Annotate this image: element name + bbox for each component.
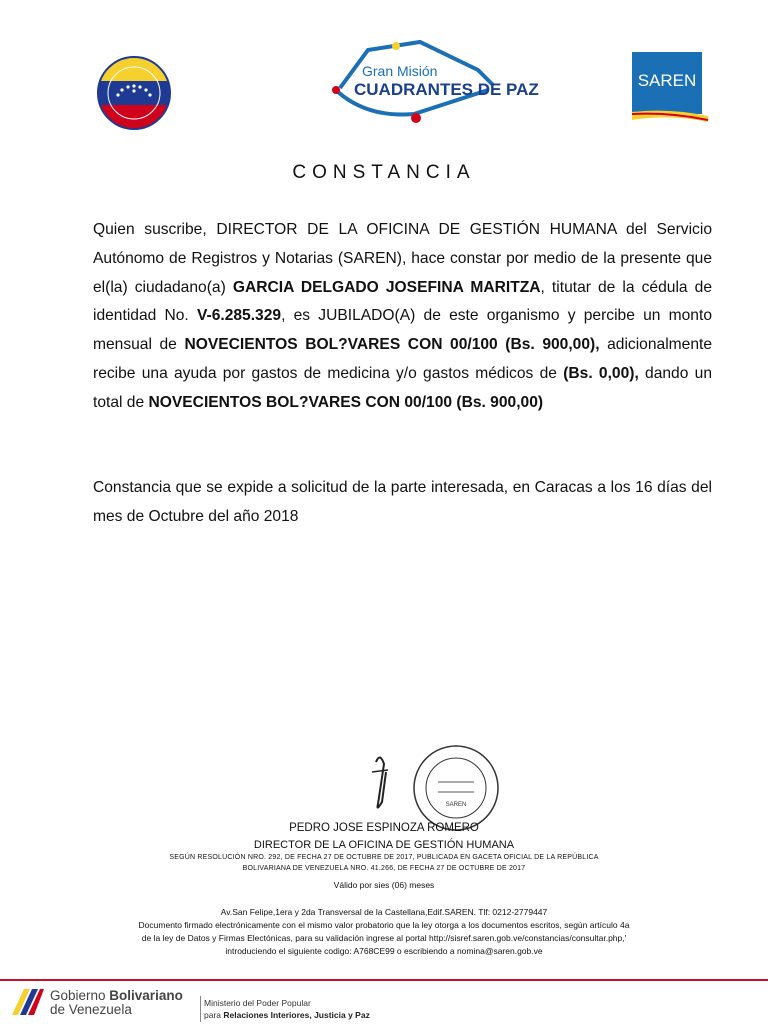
footer-separator: [200, 996, 201, 1022]
body-text: adicionalmente recibe una ayuda por gastos de medicina y/o gastos médicos de: [93, 336, 713, 382]
resolution-line: SEGÚN RESOLUCIÓN NRO. 292, DE FECHA 27 DE OCTUBRE DE 2017, PUBLICADA EN GACETA OFICIAL DE LA REPÚBLICA: [169, 854, 599, 861]
gob-text: Gobierno: [50, 988, 110, 1003]
monthly-amount: NOVECIENTOS BOL?VARES CON 00/100 (Bs. 900,00),: [184, 336, 600, 354]
body-text: Quien suscribe, DIRECTOR DE LA OFICINA DE GESTIÓN HUMANA del Servicio Autónomo de Registros y Notarias (SAREN), hace constar por medio de la presente que el(la) ciudadano(a): [93, 221, 712, 296]
ministry-line-bold: Relaciones Interiores, Justicia y Paz: [223, 1010, 370, 1020]
footer-divider: [0, 979, 768, 981]
ministry-name: [204, 997, 370, 1021]
body-text: , titutar de la cédula de identidad No.: [93, 278, 712, 325]
legal-note: Documento firmado electrónicamente con el mismo valor probatorio que la ley otorga a los documentos escritos, según artículo 4a: [138, 920, 630, 930]
address-line: Av.San Felipe,1era y 2da Transversal de la Castellana,Edif.SAREN. Tlf: 0212-2779447: [220, 907, 548, 917]
document-title: CONSTANCIA: [292, 162, 476, 183]
ministry-line: Ministerio del Poder Popular: [204, 998, 311, 1008]
svg-text:SAREN: SAREN: [637, 71, 697, 90]
body-text: dando un total de: [93, 364, 712, 411]
total-amount: NOVECIENTOS BOL?VARES CON 00/100 (Bs. 900,00): [148, 393, 544, 411]
gran-mision-cuadrantes-logo: [328, 40, 539, 126]
aid-amount: (Bs. 0,00),: [563, 364, 639, 382]
signer-role: DIRECTOR DE LA OFICINA DE GESTIÓN HUMANA: [253, 839, 515, 851]
gob-text: de Venezuela: [50, 1002, 132, 1017]
certificate-body: [93, 216, 712, 418]
svg-text:Gran Misión: Gran Misión: [362, 63, 438, 79]
ministry-line: para: [204, 1010, 224, 1020]
gob-text-bold: Bolivariano: [109, 988, 183, 1003]
citizen-name: GARCIA DELGADO JOSEFINA MARITZA: [232, 278, 541, 296]
svg-text:CUADRANTES DE PAZ: CUADRANTES DE PAZ: [354, 80, 539, 99]
body-text: , es JUBILADO(A) de este organismo y percibe un monto mensual de: [93, 307, 712, 354]
ministry-logo: [92, 55, 176, 131]
resolution-line: BOLIVARIANA DE VENEZUELA NRO. 41.266, DE FECHA 27 DE OCTUBRE DE 2017: [242, 865, 526, 872]
saren-logo: [630, 50, 710, 122]
legal-note: introduciendo el siguiente codigo: A768CE99 o escribiendo a nomina@saren.gob.ve: [225, 946, 543, 956]
signer-name: PEDRO JOSE ESPINOZA ROMERO: [289, 822, 479, 834]
issue-statement: Constancia que se expide a solicitud de la parte interesada, en Caracas a los 16 días del mes de Octubre del año 2018: [93, 479, 712, 525]
signature-stamp: [288, 732, 518, 832]
id-number: V-6.285.329: [196, 307, 282, 325]
gobierno-bolivariano-logo: [10, 985, 200, 1021]
svg-text:SAREN: SAREN: [445, 802, 467, 808]
validity-note: Válido por sies (06) meses: [333, 880, 435, 890]
legal-note: de la ley de Datos y Firmas Electónicas, para su validación ingrese al portal http://sisref.saren.gob.ve/constancias/consultar.php,': [141, 933, 627, 943]
